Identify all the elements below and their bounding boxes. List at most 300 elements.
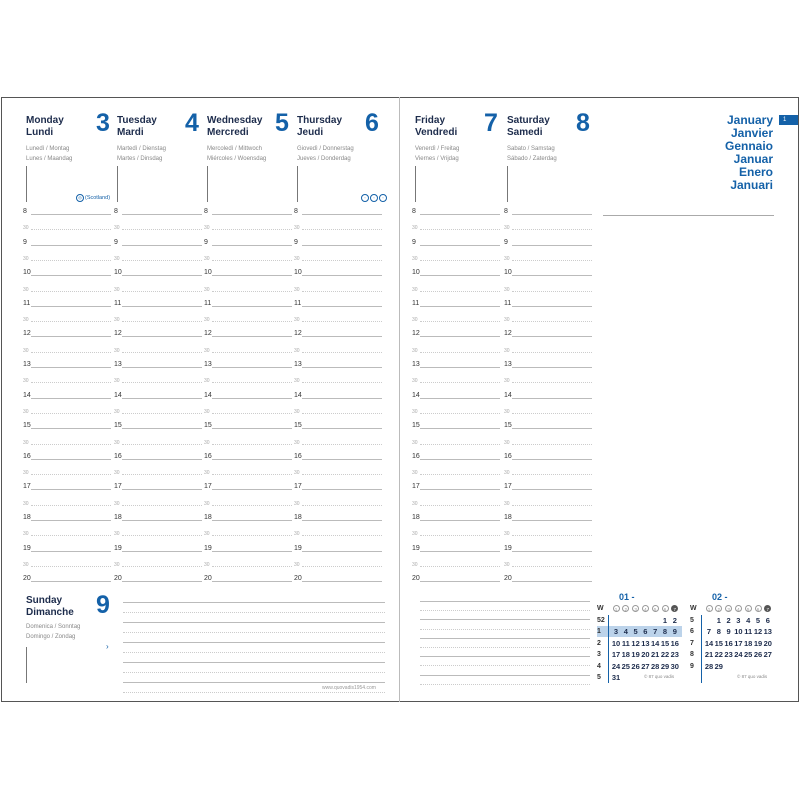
mini-day[interactable]: 4 [623, 627, 628, 636]
mini-day[interactable]: 24 [734, 650, 743, 659]
half-hour-label: 30 [204, 347, 210, 354]
mini-day[interactable]: 12 [631, 638, 640, 648]
translation-1: Martedì / Dienstag [117, 146, 167, 152]
mini-day[interactable]: 25 [744, 650, 753, 659]
hour-line [512, 245, 592, 246]
half-hour-slot[interactable] [204, 311, 292, 323]
notes-line[interactable] [420, 684, 590, 685]
half-hour-slot[interactable] [504, 311, 592, 323]
hour-slot[interactable] [294, 418, 382, 430]
mini-day[interactable]: 6 [765, 615, 770, 625]
mini-day[interactable]: 23 [724, 650, 733, 659]
hour-line [302, 306, 382, 307]
hour-slot[interactable] [114, 326, 202, 338]
half-hour-slot[interactable] [294, 434, 382, 446]
hour-slot[interactable] [412, 204, 500, 216]
hour-slot[interactable] [204, 204, 292, 216]
day-name-fr: Jeudi [297, 127, 324, 138]
half-hour-slot[interactable] [412, 311, 500, 323]
notes-line[interactable] [420, 610, 590, 611]
mini-day[interactable]: 20 [641, 650, 650, 659]
hour-label: 19 [204, 544, 212, 552]
hour-slot[interactable] [23, 418, 111, 430]
half-hour-slot[interactable] [412, 434, 500, 446]
hour-line [302, 214, 382, 215]
hour-line [122, 306, 202, 307]
hour-slot[interactable] [204, 541, 292, 553]
mini-day[interactable]: 24 [611, 661, 621, 671]
half-hour-slot[interactable] [23, 403, 111, 415]
half-hour-slot[interactable] [412, 525, 500, 537]
hour-slot[interactable] [412, 357, 500, 369]
hour-line [212, 275, 292, 276]
sunday-note-line[interactable] [123, 652, 385, 653]
hour-slot[interactable] [204, 235, 292, 247]
hour-slot[interactable] [412, 571, 500, 583]
mini-day[interactable]: 6 [643, 627, 648, 636]
hour-line [212, 367, 292, 368]
half-hour-label: 30 [294, 408, 300, 415]
notes-line[interactable] [420, 619, 590, 620]
hour-slot[interactable] [294, 541, 382, 553]
hour-line [212, 581, 292, 582]
hour-slot[interactable] [412, 235, 500, 247]
hour-label: 12 [412, 330, 420, 338]
hour-slot[interactable] [504, 449, 592, 461]
mini-day[interactable]: 7 [706, 627, 712, 636]
hour-line [212, 428, 292, 429]
half-hour-slot[interactable] [294, 311, 382, 323]
half-hour-slot[interactable] [204, 250, 292, 262]
mini-day[interactable]: 4 [746, 615, 751, 625]
half-hour-slot[interactable] [23, 372, 111, 384]
mini-day[interactable]: 2 [726, 615, 731, 625]
mini-day[interactable]: 29 [714, 661, 723, 671]
hour-slot[interactable] [23, 571, 111, 583]
mini-day[interactable]: 1 [716, 615, 721, 625]
hour-line [122, 428, 202, 429]
mini-day[interactable]: 8 [662, 627, 668, 636]
half-hour-label: 30 [23, 347, 29, 354]
hour-slot[interactable] [114, 510, 202, 522]
half-hour-slot[interactable] [412, 250, 500, 262]
half-hour-slot[interactable] [23, 434, 111, 446]
hour-slot[interactable] [504, 510, 592, 522]
month-name: Januari [730, 178, 773, 192]
half-hour-slot[interactable] [504, 464, 592, 476]
hour-slot[interactable] [412, 510, 500, 522]
mini-day[interactable]: 3 [736, 615, 741, 625]
week-number: 52 [597, 616, 605, 624]
half-hour-slot[interactable] [504, 434, 592, 446]
hour-slot[interactable] [294, 449, 382, 461]
half-hour-slot[interactable] [294, 250, 382, 262]
half-hour-slot[interactable] [204, 495, 292, 507]
month-tab[interactable]: 1 [779, 115, 798, 125]
sunday-note-line[interactable] [123, 602, 385, 603]
hour-slot[interactable] [504, 265, 592, 277]
hour-slot[interactable] [204, 296, 292, 308]
half-hour-slot[interactable] [114, 311, 202, 323]
mini-day[interactable]: 22 [660, 650, 670, 659]
hour-slot[interactable] [23, 449, 111, 461]
hour-slot[interactable] [504, 235, 592, 247]
notes-line[interactable] [420, 647, 590, 648]
mini-day[interactable]: 10 [734, 627, 743, 636]
half-hour-slot[interactable] [114, 403, 202, 415]
half-hour-slot[interactable] [294, 556, 382, 568]
mini-day[interactable]: 2 [672, 615, 677, 625]
hour-slot[interactable] [412, 449, 500, 461]
mini-day[interactable]: 31 [611, 673, 621, 682]
sunday-note-line[interactable] [123, 662, 385, 663]
hour-slot[interactable] [412, 388, 500, 400]
half-hour-label: 30 [294, 500, 300, 507]
half-hour-slot[interactable] [204, 556, 292, 568]
mini-day[interactable]: 15 [714, 638, 723, 648]
mini-day[interactable]: 10 [611, 638, 621, 648]
notes-line[interactable] [420, 665, 590, 666]
hour-label: 13 [23, 361, 31, 368]
hour-slot[interactable] [114, 479, 202, 491]
month-list [725, 114, 773, 192]
half-hour-label: 30 [23, 286, 29, 293]
hour-slot[interactable] [412, 326, 500, 338]
half-hour-label: 30 [23, 378, 29, 385]
mini-day[interactable]: 11 [744, 627, 753, 636]
half-hour-slot[interactable] [294, 281, 382, 293]
hour-label: 19 [294, 544, 302, 552]
hour-slot[interactable] [504, 357, 592, 369]
half-hour-slot[interactable] [204, 464, 292, 476]
half-hour-label: 30 [114, 408, 120, 415]
half-hour-slot[interactable] [412, 281, 500, 293]
hour-slot[interactable] [114, 357, 202, 369]
half-hour-slot[interactable] [114, 281, 202, 293]
mini-day[interactable]: 25 [621, 661, 630, 671]
half-hour-slot[interactable] [412, 464, 500, 476]
hour-slot[interactable] [294, 235, 382, 247]
half-hour-label: 30 [114, 286, 120, 293]
hour-slot[interactable] [23, 510, 111, 522]
hour-slot[interactable] [294, 479, 382, 491]
half-hour-slot[interactable] [412, 495, 500, 507]
half-hour-line [122, 352, 202, 353]
mini-day[interactable]: 21 [651, 650, 660, 659]
mini-day[interactable]: 22 [714, 650, 723, 659]
half-hour-slot[interactable] [114, 250, 202, 262]
hour-slot[interactable] [204, 357, 292, 369]
hour-label: 12 [294, 330, 302, 338]
half-hour-slot[interactable] [114, 556, 202, 568]
hour-slot[interactable] [23, 265, 111, 277]
hour-slot[interactable] [114, 204, 202, 216]
mini-day[interactable]: 5 [633, 627, 638, 636]
mini-day[interactable]: 5 [755, 615, 761, 625]
half-hour-slot[interactable] [114, 342, 202, 354]
mini-day[interactable]: 18 [744, 638, 753, 648]
hour-slot[interactable] [23, 326, 111, 338]
hour-slot[interactable] [504, 571, 592, 583]
hour-slot[interactable] [204, 265, 292, 277]
notes-line[interactable] [420, 656, 590, 657]
mini-day[interactable]: 16 [724, 638, 733, 648]
hour-line [512, 489, 592, 490]
hour-slot[interactable] [23, 235, 111, 247]
weekday-head [621, 604, 631, 614]
half-hour-slot[interactable] [204, 403, 292, 415]
day-translations [507, 144, 557, 164]
half-hour-slot[interactable] [412, 219, 500, 231]
mini-day[interactable]: 26 [631, 661, 640, 671]
hour-slot[interactable] [114, 265, 202, 277]
month-note-line[interactable] [603, 215, 774, 216]
hour-slot[interactable] [204, 449, 292, 461]
sunday-note-line[interactable] [123, 642, 385, 643]
hour-slot[interactable] [294, 204, 382, 216]
hour-slot[interactable] [294, 357, 382, 369]
hour-slot[interactable] [504, 418, 592, 430]
hour-line [212, 214, 292, 215]
half-hour-slot[interactable] [294, 495, 382, 507]
mini-day[interactable]: 14 [651, 638, 660, 648]
mini-day[interactable]: 29 [660, 661, 670, 671]
sunday-translations [26, 622, 80, 642]
hour-label: 14 [114, 391, 122, 399]
mini-day[interactable]: 9 [726, 627, 731, 636]
mini-day[interactable]: 7 [653, 627, 658, 636]
hour-slot[interactable] [204, 326, 292, 338]
hour-slot[interactable] [204, 388, 292, 400]
half-hour-line [31, 229, 111, 230]
half-hour-label: 30 [412, 286, 418, 293]
half-hour-line [122, 260, 202, 261]
hour-slot[interactable] [294, 265, 382, 277]
half-hour-slot[interactable] [412, 342, 500, 354]
hour-slot[interactable] [294, 326, 382, 338]
hour-slot[interactable] [504, 296, 592, 308]
half-hour-slot[interactable] [504, 281, 592, 293]
half-hour-slot[interactable] [23, 342, 111, 354]
hour-slot[interactable] [412, 541, 500, 553]
hour-slot[interactable] [23, 357, 111, 369]
half-hour-slot[interactable] [294, 464, 382, 476]
hour-label: 12 [114, 330, 122, 338]
mini-day[interactable]: 18 [621, 650, 630, 659]
hour-slot[interactable] [114, 388, 202, 400]
half-hour-slot[interactable] [114, 434, 202, 446]
half-hour-slot[interactable] [23, 281, 111, 293]
hour-slot[interactable] [114, 235, 202, 247]
notes-line[interactable] [420, 629, 590, 630]
hour-slot[interactable] [294, 510, 382, 522]
mini-day[interactable]: 30 [670, 661, 679, 671]
hour-slot[interactable] [294, 571, 382, 583]
hour-slot[interactable] [23, 296, 111, 308]
hour-slot[interactable] [23, 479, 111, 491]
sunday-note-line[interactable] [123, 632, 385, 633]
half-hour-slot[interactable] [412, 403, 500, 415]
half-hour-slot[interactable] [114, 219, 202, 231]
mini-day[interactable]: 1 [662, 615, 668, 625]
half-hour-slot[interactable] [504, 342, 592, 354]
half-hour-slot[interactable] [412, 556, 500, 568]
mini-day[interactable]: 27 [763, 650, 772, 659]
notes-line[interactable] [420, 675, 590, 676]
half-hour-slot[interactable] [294, 525, 382, 537]
hour-label: 8 [294, 208, 298, 215]
hour-line [122, 551, 202, 552]
next-arrow-icon[interactable]: › [106, 642, 109, 651]
hour-slot[interactable] [204, 571, 292, 583]
hour-label: 13 [412, 361, 420, 368]
hour-label: 14 [412, 391, 420, 399]
mini-day[interactable]: 19 [631, 650, 640, 659]
half-hour-slot[interactable] [23, 219, 111, 231]
mini-day[interactable]: 20 [763, 638, 772, 648]
hour-slot[interactable] [504, 479, 592, 491]
mini-day[interactable]: 27 [641, 661, 650, 671]
notes-line[interactable] [420, 638, 590, 639]
half-hour-slot[interactable] [23, 250, 111, 262]
mini-day[interactable]: 8 [716, 627, 721, 636]
half-hour-slot[interactable] [204, 525, 292, 537]
half-hour-slot[interactable] [204, 219, 292, 231]
hour-label: 17 [23, 483, 31, 491]
hour-line [512, 428, 592, 429]
mini-day[interactable]: 21 [704, 650, 714, 659]
hour-slot[interactable] [23, 541, 111, 553]
half-hour-slot[interactable] [23, 556, 111, 568]
hour-label: 19 [114, 544, 122, 552]
half-hour-slot[interactable] [294, 219, 382, 231]
mini-day[interactable]: 3 [613, 627, 619, 636]
mini-day[interactable]: 13 [763, 627, 772, 636]
mini-day[interactable]: 15 [660, 638, 670, 648]
half-hour-slot[interactable] [23, 525, 111, 537]
hour-slot[interactable] [412, 418, 500, 430]
sunday-note-line[interactable] [123, 622, 385, 623]
sunday-note-line[interactable] [123, 612, 385, 613]
hour-slot[interactable] [412, 479, 500, 491]
left-page [1, 97, 400, 702]
half-hour-slot[interactable] [114, 372, 202, 384]
mini-day[interactable]: 11 [621, 638, 630, 648]
mini-day[interactable]: 17 [734, 638, 743, 648]
half-hour-slot[interactable] [412, 372, 500, 384]
sunday-note-line[interactable] [123, 682, 385, 683]
hour-line [512, 520, 592, 521]
hour-slot[interactable] [294, 296, 382, 308]
half-hour-slot[interactable] [504, 250, 592, 262]
half-hour-line [302, 535, 382, 536]
half-hour-line [122, 505, 202, 506]
mini-day[interactable]: 16 [670, 638, 679, 648]
hour-line [212, 551, 292, 552]
half-hour-slot[interactable] [504, 403, 592, 415]
hour-slot[interactable] [23, 388, 111, 400]
sunday-note-line[interactable] [123, 672, 385, 673]
mini-day[interactable]: 28 [651, 661, 660, 671]
half-hour-line [31, 260, 111, 261]
hour-label: 18 [504, 514, 512, 521]
hour-slot[interactable] [114, 449, 202, 461]
half-hour-slot[interactable] [114, 495, 202, 507]
half-hour-slot[interactable] [504, 495, 592, 507]
half-hour-slot[interactable] [114, 525, 202, 537]
sunday-note-line[interactable] [123, 692, 385, 693]
hour-slot[interactable] [504, 541, 592, 553]
translation-2: Miércoles / Woensdag [207, 156, 267, 162]
half-hour-line [122, 291, 202, 292]
mini-calendar-title: 01 - [619, 592, 635, 602]
mini-day[interactable]: 14 [704, 638, 714, 648]
hour-slot[interactable] [412, 296, 500, 308]
hour-slot[interactable] [412, 265, 500, 277]
mini-day[interactable]: 23 [670, 650, 679, 659]
half-hour-slot[interactable] [294, 342, 382, 354]
hour-slot[interactable] [504, 326, 592, 338]
mini-day[interactable]: 17 [611, 650, 621, 659]
half-hour-slot[interactable] [204, 434, 292, 446]
hour-slot[interactable] [294, 388, 382, 400]
half-hour-label: 30 [504, 408, 510, 415]
half-hour-slot[interactable] [504, 525, 592, 537]
half-hour-label: 30 [504, 378, 510, 385]
day-name [507, 115, 550, 139]
hour-line [420, 367, 500, 368]
half-hour-slot[interactable] [204, 372, 292, 384]
half-hour-slot[interactable] [23, 464, 111, 476]
mini-day[interactable]: 13 [641, 638, 650, 648]
hour-slot[interactable] [504, 204, 592, 216]
hour-slot[interactable] [504, 388, 592, 400]
half-hour-slot[interactable] [294, 372, 382, 384]
half-hour-slot[interactable] [504, 372, 592, 384]
mini-day[interactable]: 9 [672, 627, 677, 636]
translation-1: Domenica / Sonntag [26, 624, 81, 630]
half-hour-slot[interactable] [504, 219, 592, 231]
hour-slot[interactable] [204, 418, 292, 430]
half-hour-line [31, 474, 111, 475]
hour-label: 19 [412, 544, 420, 552]
half-hour-slot[interactable] [114, 464, 202, 476]
half-hour-label: 30 [294, 561, 300, 568]
day-name-en: Friday [415, 115, 446, 126]
half-hour-slot[interactable] [204, 281, 292, 293]
half-hour-slot[interactable] [23, 311, 111, 323]
hour-label: 11 [412, 299, 420, 307]
mini-day[interactable]: 19 [753, 638, 763, 648]
half-hour-slot[interactable] [504, 556, 592, 568]
weekday-circle: 6 [662, 605, 669, 612]
hour-line [122, 214, 202, 215]
mini-day[interactable]: 28 [704, 661, 714, 671]
half-hour-slot[interactable] [23, 495, 111, 507]
notes-line[interactable] [420, 601, 590, 602]
hour-slot[interactable] [23, 204, 111, 216]
hour-slot[interactable] [114, 541, 202, 553]
half-hour-slot[interactable] [204, 342, 292, 354]
half-hour-slot[interactable] [294, 403, 382, 415]
hour-slot[interactable] [204, 479, 292, 491]
hour-slot[interactable] [204, 510, 292, 522]
hour-slot[interactable] [114, 418, 202, 430]
hour-slot[interactable] [114, 571, 202, 583]
mini-day[interactable]: 12 [753, 627, 763, 636]
hour-slot[interactable] [114, 296, 202, 308]
mini-day[interactable]: 26 [753, 650, 763, 659]
